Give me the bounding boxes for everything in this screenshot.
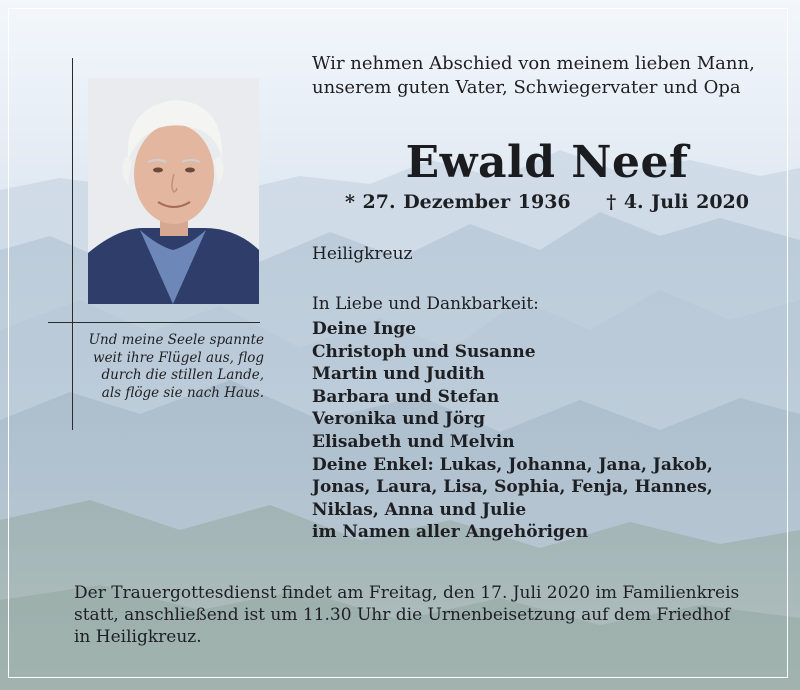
funeral-service-info xyxy=(74,582,774,648)
mourners-heading: In Liebe und Dankbarkeit: xyxy=(312,294,539,314)
vertical-rule xyxy=(72,58,73,430)
quote-line: weit ihre Flügel aus, flog xyxy=(93,349,264,366)
horizontal-rule xyxy=(48,322,260,323)
poem-quote xyxy=(84,332,264,402)
deceased-name: Ewald Neef xyxy=(405,137,689,188)
mourner-line: Christoph und Susanne xyxy=(312,341,536,362)
quote-line: Und meine Seele spannte xyxy=(88,332,264,348)
farewell-intro xyxy=(312,52,782,100)
mourner-line: Elisabeth und Melvin xyxy=(312,431,515,452)
mourner-line: Barbara und Stefan xyxy=(312,386,500,407)
life-dates xyxy=(312,190,782,214)
mourners-list xyxy=(312,318,713,544)
intro-line: Wir nehmen Abschied von meinem lieben Mann, xyxy=(312,53,755,74)
mourner-line: Veronika und Jörg xyxy=(312,409,486,430)
portrait-illustration xyxy=(88,78,259,304)
service-line: in Heiligkreuz. xyxy=(74,627,202,647)
intro-line: unserem guten Vater, Schwiegervater und Opa xyxy=(312,77,741,98)
mourner-line: im Namen aller Angehörigen xyxy=(312,522,589,543)
death-date: † 4. Juli 2020 xyxy=(606,191,750,213)
mourner-line: Niklas, Anna und Julie xyxy=(312,499,527,520)
quote-line: durch die stillen Lande, xyxy=(101,367,264,383)
place-of-residence: Heiligkreuz xyxy=(312,244,413,264)
quote-line: als flöge sie nach Haus. xyxy=(101,384,264,401)
portrait-photo xyxy=(88,78,259,304)
birth-date: * 27. Dezember 1936 xyxy=(344,191,571,213)
service-line: Der Trauergottesdienst findet am Freitag, den 17. Juli 2020 im Familienkreis xyxy=(74,583,740,603)
service-line: statt, anschließend ist um 11.30 Uhr die Urnenbeisetzung auf dem Friedhof xyxy=(74,605,731,625)
mourner-line: Deine Inge xyxy=(312,319,417,339)
mourner-line: Jonas, Laura, Lisa, Sophia, Fenja, Hannes, xyxy=(312,477,713,498)
mourner-line: Martin und Judith xyxy=(312,364,485,385)
mourner-line: Deine Enkel: Lukas, Johanna, Jana, Jakob, xyxy=(312,454,713,475)
